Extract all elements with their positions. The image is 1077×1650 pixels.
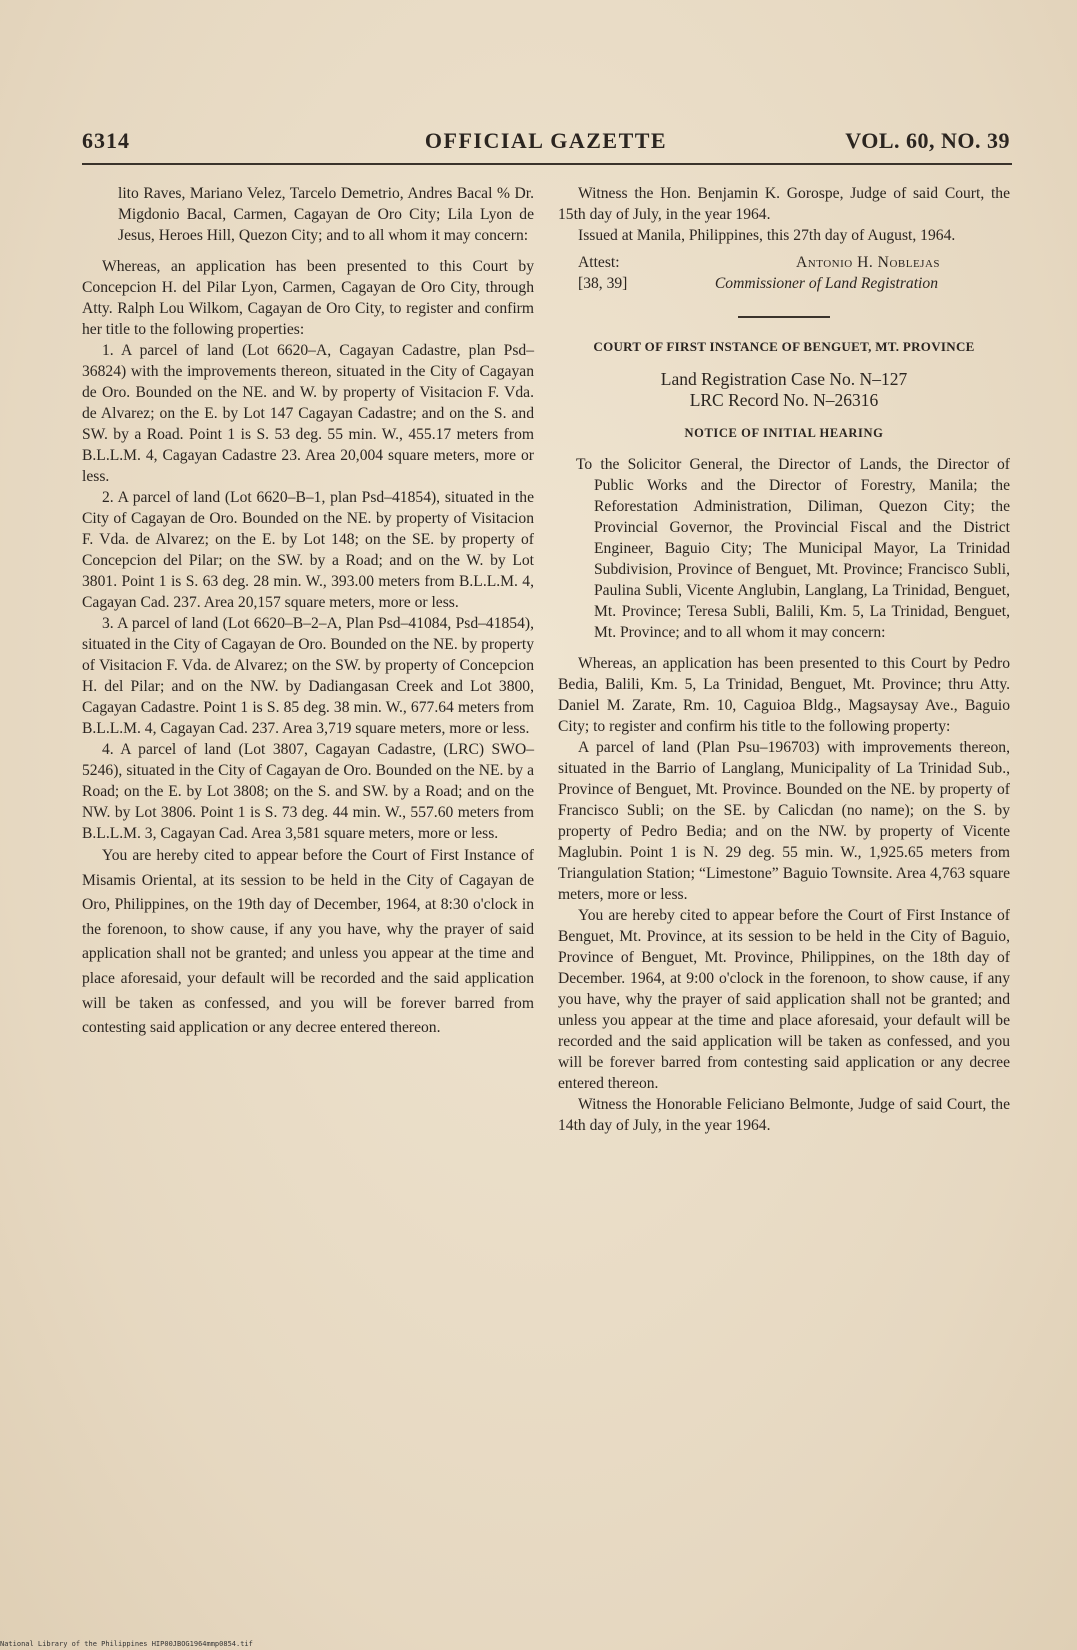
notice-heading: NOTICE OF INITIAL HEARING [684,426,884,440]
publication-title: OFFICIAL GAZETTE [424,128,668,153]
section-divider [738,316,830,318]
header-rule [82,163,1012,165]
witness-paragraph-2: Witness the Honorable Feliciano Belmonte, Judge of said Court, the 14th day of July, in the year 1964. [558,1096,1010,1134]
hearing-summons: You are hereby cited to appear before the Court of First Instance of Misamis Oriental, at its session to be held in the City of Cagayan de Oro, Philippines, on the 19th day of December, 1964, at 8:30 o'clock in the forenoon, to show cause, if any you have, why the prayer of said application shall not be granted; and unless you appear at the time and place aforesaid, your default will be recorded and the said application will be taken as confessed, and you will be forever barred from contesting said application or any decree entered thereon. [82,847,534,1037]
attest-office: Commissioner of Land Registration [714,275,938,292]
notice-address: To the Solicitor General, the Director of Lands, the Director of Public Works and the Director of Forestry, Manila; the Reforestation Administration, Diliman, Quezon City; the Provincial Governor, the Provincial Fiscal and the District Engineer, Baguio City; The Municipal Mayor, La Trinidad Subdivision, Province of Benguet, Mt. Province; Francisco Subli, Paulina Subli, Vicente Anglubin, Langlang, La Trinidad, Benguet, Mt. Province; Teresa Subli, Balili, Km. 5, La Trinidad, Benguet, Mt. Province; and to all whom it may concern: [576,456,1010,641]
parcel-3: 3. A parcel of land (Lot 6620–B–2–A, Plan Psd–41084, Psd–41854), situated in the City of Cagayan de Oro. Bounded on the NE. by property of Visitacion F. Vda. de Alvarez; on the SW. by property of Concepcion H. del Pilar; and on the NW. by Dadiangasan Creek and Lot 3800, Cagayan Cadastre. Point 1 is S. 85 deg. 38 min. W., 677.64 meters from B.L.L.M. 4, Cagayan Cad. 237. Area 3,719 square meters, more or less. [82,615,534,737]
page-number: 6314 [82,128,130,153]
left-column [82,183,534,1041]
whereas-paragraph-2: Whereas, an application has been presented to this Court by Pedro Bedia, Balili, Km. 5, La Trinidad, Benguet, Mt. Province; thru Atty. Daniel M. Zarate, Rm. 10, Caguioa Bldg., Magsaysay Ave., Baguio City; to register and confirm his title to the following property: [558,655,1010,735]
parcel-1: 1. A parcel of land (Lot 6620–A, Cagayan Cadastre, plan Psd–36824) with the improvements thereon, situated in the City of Cagayan de Oro. Bounded on the NE. and W. by property of Visitacion F. Vda. de Alvarez; on the E. by Lot 147 Cagayan Cadastre; and on the S. and SW. by a Road. Point 1 is S. 53 deg. 55 min. W., 455.17 meters from B.L.L.M. 4, Cagayan Cadastre 23. Area 20,004 square meters, more or less. [82,342,534,485]
parcel-2: 2. A parcel of land (Lot 6620–B–1, plan Psd–41854), situated in the City of Cagayan de Oro. Bounded on the NE. by property of Visitacion F. Vda. de Alvarez; on the E. by Lot 148; on the SE. by property of Concepcion del Pilar; on the SW. by a Road; and on the W. by Lot 3801. Point 1 is S. 63 deg. 28 min. W., 393.00 meters from B.L.L.M. 4, Cagayan Cad. 237. Area 20,157 square meters, more or less. [82,489,534,611]
record-number: LRC Record No. N–26316 [689,390,879,410]
scan-caption: National Library of the Philippines HIP00JBOG1964mmp0854.tif [0,1640,253,1648]
case-number: Land Registration Case No. N–127 [660,369,908,389]
attest-office-line [558,273,1010,294]
attest-signatory: Antonio H. Noblejas [796,254,940,271]
whereas-paragraph: Whereas, an application has been presented to this Court by Concepcion H. del Pilar Lyon, Carmen, Cagayan de Oro City, through Atty. Ralph Lou Wilkom, Cagayan de Oro City, to register and confirm her title to the following properties: [82,258,534,338]
hearing-summons-2: You are hereby cited to appear before the Court of First Instance of Benguet, Mt. Province, at its session to be held in the City of Baguio, Province of Benguet, Mt. Province, Philippines, on the 18th day of December. 1964, at 9:00 o'clock in the forenoon, to show cause, if any you have, why the prayer of said application shall not be granted; and unless you appear at the time and place aforesaid, your default will be recorded and the said application will be taken as confessed, and you will be forever barred from contesting said application or any decree entered thereon. [558,907,1010,1092]
issued-paragraph: Issued at Manila, Philippines, this 27th day of August, 1964. [578,227,956,244]
volume-number: VOL. 60, NO. 39 [845,128,1010,153]
address-continuation: lito Raves, Mariano Velez, Tarcelo Demetrio, Andres Bacal % Dr. Migdonio Bacal, Carmen, Cagayan de Oro City; Lila Lyon de Jesus, Heroes Hill, Quezon City; and to all whom it may concern: [118,185,534,244]
issue-references: [38, 39] [578,275,628,292]
page-header [82,128,1010,158]
parcel-4: 4. A parcel of land (Lot 3807, Cagayan Cadastre, (LRC) SWO–5246), situated in the City of Cagayan de Oro. Bounded on the NE. by a Road; on the E. by Lot 3808; on the S. and SW. by a Road; and on the NW. by Lot 3806. Point 1 is S. 73 deg. 44 min. W., 557.60 meters from B.L.L.M. 3, Cagayan Cad. Area 3,581 square meters, more or less. [82,741,534,842]
parcel-description: A parcel of land (Plan Psu–196703) with improvements thereon, situated in the Barrio of Langlang, Municipality of La Trinidad Sub., Province of Benguet, Mt. Province. Bounded on the NE. by property of Francisco Subli; on the SE. by Calicdan (no name); on the S. by property of Pedro Bedia; and on the NW. by property of Vicente Maglubin. Point 1 is N. 29 deg. 55 min. W., 1,925.65 meters from Triangulation Station; “Limestone” Baguio Townsite. Area 4,763 square meters, more or less. [558,739,1010,903]
attest-label: Attest: [578,254,620,271]
witness-paragraph: Witness the Hon. Benjamin K. Gorospe, Judge of said Court, the 15th day of July, in the year 1964. [558,185,1010,223]
court-heading: COURT OF FIRST INSTANCE OF BENGUET, MT. PROVINCE [593,339,975,354]
attest-block [558,252,1010,273]
right-column [558,183,1010,1136]
